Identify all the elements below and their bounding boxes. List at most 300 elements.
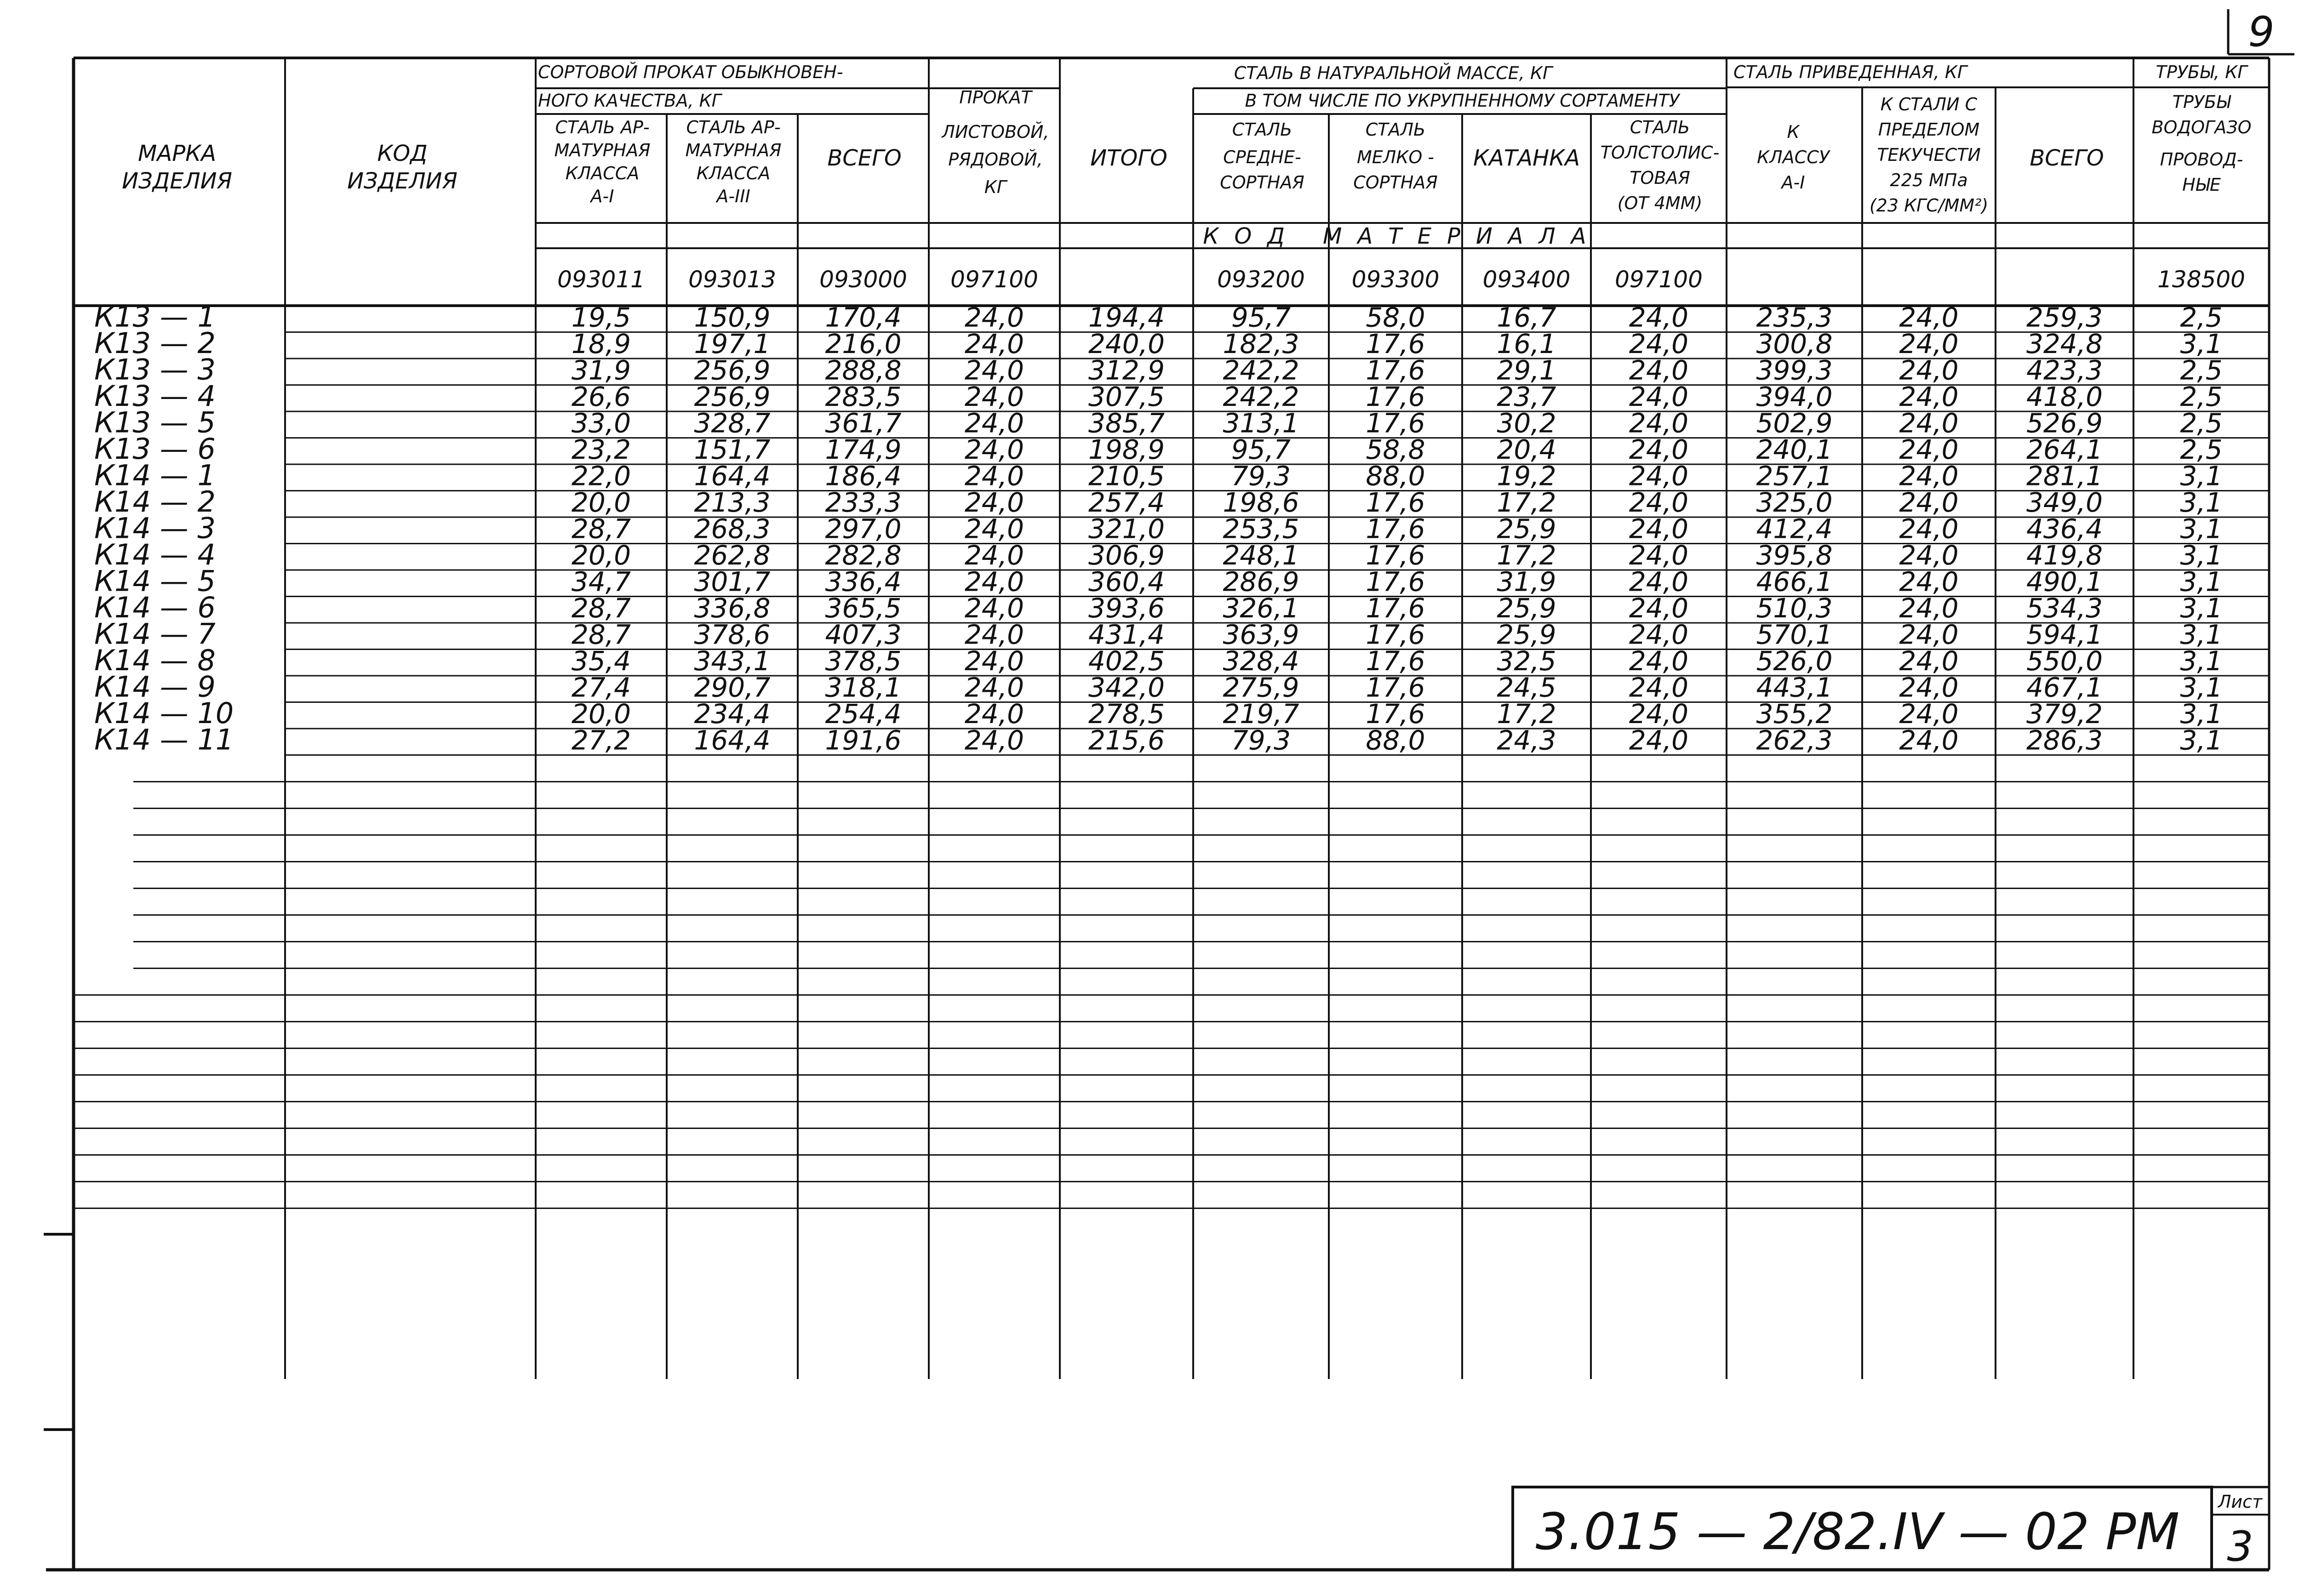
header-natural: СТАЛЬ В НАТУРАЛЬНОЙ МАССЕ, КГ [1234, 63, 1553, 83]
table-cell: 3,1 [2180, 540, 2223, 571]
table-cell: 24,0 [1899, 672, 1959, 703]
table-cell: 164,4 [694, 460, 771, 492]
table-cell: 3,1 [2180, 593, 2223, 624]
table-cell: 58,0 [1366, 302, 1425, 333]
header-including: В ТОМ ЧИСЛЕ ПО УКРУПНЕННОМУ СОРТАМЕНТУ [1245, 91, 1680, 111]
table-cell: 262,3 [1756, 724, 1833, 756]
table-cell: 24,0 [1899, 566, 1959, 598]
table-cell: 164,4 [694, 724, 771, 756]
table-cell: 24,0 [964, 593, 1024, 624]
table-cell: 3,1 [2180, 724, 2223, 756]
table-cell: 2,5 [2180, 407, 2223, 439]
title-block [1513, 1487, 2269, 1571]
table-cell: 198,9 [1088, 434, 1165, 465]
table-cell: 170,4 [825, 302, 902, 333]
table-cell: 17,6 [1366, 407, 1425, 439]
header-medium-line3: СОРТНАЯ [1220, 172, 1304, 193]
table-cell: 17,6 [1366, 354, 1425, 386]
table-cell: 253,5 [1223, 513, 1299, 545]
table-cell: 24,0 [964, 328, 1024, 359]
table-cell: 25,9 [1497, 513, 1556, 545]
table-cell: 2,5 [2180, 381, 2223, 412]
table-cell: 24,0 [964, 487, 1024, 518]
header-small-line3: СОРТНАЯ [1353, 172, 1438, 193]
table-cell: 25,9 [1497, 619, 1556, 650]
table-cell: 286,3 [2026, 724, 2103, 756]
table-cell: 423,3 [2026, 354, 2103, 386]
table-cell: 28,7 [571, 513, 631, 545]
header-a3-line4: А-III [716, 186, 750, 206]
table-cell: 234,4 [694, 698, 771, 730]
table-cell: 3,1 [2180, 513, 2223, 545]
table-cell: 240,0 [1088, 328, 1165, 359]
table-cell: 17,2 [1497, 698, 1556, 730]
table-cell: 215,6 [1088, 724, 1165, 756]
table-cell: 412,4 [1756, 513, 1833, 545]
table-cell: 419,8 [2026, 540, 2103, 571]
table-cell: 24,0 [1629, 407, 1689, 439]
sheet-label: Лист [2218, 1492, 2263, 1512]
header-thick-line4: (ОТ 4ММ) [1617, 193, 1703, 213]
header-medium-line1: СТАЛЬ [1232, 120, 1292, 140]
table-cell: 17,6 [1366, 593, 1425, 624]
table-cell: 24,0 [1629, 645, 1689, 677]
table-cell: 256,9 [694, 381, 771, 412]
table-cell: 385,7 [1088, 407, 1165, 439]
product-mark: К14 — 7 [94, 617, 216, 651]
table-cell: 17,2 [1497, 540, 1556, 571]
table-cell: 570,1 [1756, 619, 1833, 650]
table-cell: 363,9 [1223, 619, 1299, 650]
table-row [94, 723, 2223, 757]
header-a3-line2: МАТУРНАЯ [685, 140, 782, 160]
product-mark: К13 — 6 [94, 432, 216, 466]
table-cell: 24,0 [1899, 354, 1959, 386]
table-cell: 343,1 [694, 645, 771, 677]
table-cell: 24,0 [1629, 724, 1689, 756]
product-mark: К13 — 4 [94, 379, 216, 413]
table-cell: 24,0 [964, 381, 1024, 412]
table-cell: 24,5 [1497, 672, 1556, 703]
table-cell: 24,0 [1899, 302, 1959, 333]
header-yield-line3: ТЕКУЧЕСТИ [1877, 145, 1981, 165]
table-cell: 150,9 [694, 302, 771, 333]
table-cell: 443,1 [1756, 672, 1833, 703]
table-cell: 20,0 [571, 698, 631, 730]
header-yield-line4: 225 МПа [1890, 170, 1968, 190]
table-cell: 24,0 [1899, 724, 1959, 756]
table-cell: 307,5 [1088, 381, 1165, 412]
header-thick-line2: ТОЛСТОЛИС- [1600, 142, 1720, 163]
table-cell: 288,8 [825, 354, 902, 386]
table-body [94, 300, 2223, 757]
table-cell: 325,0 [1756, 487, 1833, 518]
table-cell: 17,6 [1366, 540, 1425, 571]
table-cell: 259,3 [2026, 302, 2103, 333]
table-cell: 278,5 [1088, 698, 1165, 730]
table-cell: 216,0 [825, 328, 902, 359]
table-cell: 79,3 [1231, 460, 1291, 492]
table-cell: 197,1 [694, 328, 771, 359]
header-a1-line2: МАТУРНАЯ [554, 140, 651, 160]
table-cell: 28,7 [571, 619, 631, 650]
table-cell: 24,0 [1629, 672, 1689, 703]
header-sort-total: ВСЕГО [827, 145, 902, 171]
table-cell: 24,0 [1899, 698, 1959, 730]
table-cell: 312,9 [1088, 354, 1165, 386]
table-cell: 2,5 [2180, 354, 2223, 386]
table-cell: 26,6 [571, 381, 631, 412]
table-cell: 219,7 [1223, 698, 1299, 730]
table-cell: 24,0 [1899, 460, 1959, 492]
table-cell: 283,5 [825, 381, 902, 412]
header-a1-line3: КЛАССА [565, 163, 640, 183]
table-cell: 24,0 [964, 698, 1024, 730]
table-cell: 235,3 [1756, 302, 1833, 333]
material-code: 093400 [1482, 266, 1571, 293]
table-cell: 23,2 [571, 434, 631, 465]
table-cell: 24,0 [1629, 487, 1689, 518]
table-cell: 355,2 [1756, 698, 1833, 730]
frame [44, 58, 2269, 1570]
table-cell: 336,8 [694, 593, 771, 624]
table-cell: 24,0 [964, 434, 1024, 465]
product-mark: К14 — 4 [94, 538, 216, 571]
table-cell: 262,8 [694, 540, 771, 571]
table-cell: 510,3 [1756, 593, 1833, 624]
table-cell: 213,3 [694, 487, 771, 518]
table-cell: 24,0 [1629, 354, 1689, 386]
table-cell: 349,0 [2026, 487, 2103, 518]
table-cell: 30,2 [1497, 407, 1556, 439]
table-cell: 282,8 [825, 540, 902, 571]
header-thick-line3: ТОВАЯ [1630, 168, 1690, 188]
table-cell: 24,0 [964, 566, 1024, 598]
table-cell: 20,0 [571, 540, 631, 571]
table-cell: 393,6 [1088, 593, 1165, 624]
table-cell: 17,6 [1366, 619, 1425, 650]
table-cell: 24,0 [1899, 513, 1959, 545]
header-natural-total: ИТОГО [1090, 145, 1167, 171]
header-reduced: СТАЛЬ ПРИВЕДЕННАЯ, КГ [1733, 62, 1967, 82]
table-cell: 418,0 [2026, 381, 2103, 412]
table-cell: 240,1 [1756, 434, 1833, 465]
table-cell: 526,9 [2026, 407, 2103, 439]
table-cell: 313,1 [1223, 407, 1299, 439]
table-cell: 24,3 [1497, 724, 1556, 756]
table-cell: 24,0 [1629, 566, 1689, 598]
table-cell: 210,5 [1088, 460, 1165, 492]
table-cell: 24,0 [964, 724, 1024, 756]
product-mark: К14 — 1 [94, 458, 216, 492]
table-cell: 321,0 [1088, 513, 1165, 545]
table-cell: 254,4 [825, 698, 902, 730]
product-mark: К14 — 2 [94, 485, 216, 519]
table-cell: 402,5 [1088, 645, 1165, 677]
table-cell: 24,0 [1899, 540, 1959, 571]
table-cell: 378,5 [825, 645, 902, 677]
header-a3-line1: СТАЛЬ АР- [686, 117, 781, 137]
table-cell: 191,6 [825, 724, 902, 756]
table-cell: 490,1 [2026, 566, 2103, 598]
table-cell: 275,9 [1223, 672, 1299, 703]
table-cell: 24,0 [1899, 407, 1959, 439]
table-cell: 29,1 [1497, 354, 1556, 386]
table-cell: 336,4 [825, 566, 902, 598]
table-cell: 174,9 [825, 434, 902, 465]
table-cell: 431,4 [1088, 619, 1165, 650]
table-cell: 19,2 [1497, 460, 1556, 492]
table-cell: 95,7 [1231, 302, 1291, 333]
table-cell: 395,8 [1756, 540, 1833, 571]
header-sheet-line4: КГ [984, 177, 1007, 197]
material-code: 097100 [1615, 266, 1703, 293]
header-pipes-line4: НЫЕ [2182, 175, 2221, 195]
table-cell: 3,1 [2180, 487, 2223, 518]
table-cell: 3,1 [2180, 460, 2223, 492]
header-a1-line4: А-I [590, 186, 614, 206]
table-cell: 16,1 [1497, 328, 1556, 359]
material-code: 138500 [2157, 266, 2245, 293]
product-mark: К13 — 5 [94, 405, 216, 439]
header-a3-line3: КЛАССА [696, 163, 771, 183]
table-cell: 301,7 [694, 566, 771, 598]
table-cell: 534,3 [2026, 593, 2103, 624]
header-class-line2: КЛАССУ [1757, 147, 1830, 167]
table-cell: 17,6 [1366, 381, 1425, 412]
material-code: 097100 [950, 266, 1038, 293]
table-cell: 27,2 [571, 724, 631, 756]
table-cell: 24,0 [1899, 645, 1959, 677]
table-cell: 286,9 [1223, 566, 1299, 598]
table-cell: 3,1 [2180, 328, 2223, 359]
table-cell: 2,5 [2180, 302, 2223, 333]
product-mark: К14 — 8 [94, 644, 216, 677]
table-cell: 17,2 [1497, 487, 1556, 518]
table-cell: 151,7 [694, 434, 771, 465]
table-cell: 2,5 [2180, 434, 2223, 465]
table-cell: 22,0 [571, 460, 631, 492]
table-cell: 248,1 [1223, 540, 1299, 571]
table-cell: 324,8 [2026, 328, 2103, 359]
table-cell: 17,6 [1366, 645, 1425, 677]
product-mark: К14 — 6 [94, 591, 216, 624]
table-cell: 198,6 [1223, 487, 1299, 518]
table-cell: 182,3 [1223, 328, 1299, 359]
table-cell: 550,0 [2026, 645, 2103, 677]
table-cell: 88,0 [1366, 460, 1425, 492]
table-cell: 297,0 [825, 513, 902, 545]
sheet-number: 3 [2227, 1522, 2253, 1571]
table-cell: 33,0 [571, 407, 631, 439]
header-small-line1: СТАЛЬ [1365, 120, 1426, 140]
material-code: 093200 [1217, 266, 1305, 293]
page-number: 9 [2248, 8, 2275, 56]
table-cell: 186,4 [825, 460, 902, 492]
table-cell: 365,5 [825, 593, 902, 624]
table-cell: 467,1 [2026, 672, 2103, 703]
header-sort-line2: НОГО КАЧЕСТВА, КГ [538, 91, 721, 111]
document-designation: 3.015 — 2/82.IV — 02 РМ [1535, 1502, 2180, 1561]
header-code-line2: ИЗДЕЛИЯ [347, 168, 458, 194]
table-cell: 24,0 [964, 513, 1024, 545]
header-sheet-line1: ПРОКАТ [959, 87, 1032, 108]
table-cell: 466,1 [1756, 566, 1833, 598]
header-sort-line1: СОРТОВОЙ ПРОКАТ ОБЫКНОВЕН- [538, 62, 843, 82]
table-cell: 24,0 [1629, 593, 1689, 624]
material-code: 093000 [819, 266, 907, 293]
product-mark: К14 — 3 [94, 511, 216, 545]
table-cell: 88,0 [1366, 724, 1425, 756]
table-cell: 242,2 [1223, 354, 1299, 386]
table-cell: 17,6 [1366, 328, 1425, 359]
table-cell: 24,0 [1629, 434, 1689, 465]
material-code: 093013 [688, 266, 776, 293]
table-cell: 31,9 [571, 354, 631, 386]
table-cell: 24,0 [964, 407, 1024, 439]
table-cell: 3,1 [2180, 645, 2223, 677]
table-cell: 24,0 [1629, 460, 1689, 492]
material-code: 093011 [557, 266, 645, 293]
table-cell: 25,9 [1497, 593, 1556, 624]
table-cell: 3,1 [2180, 698, 2223, 730]
table-cell: 24,0 [964, 540, 1024, 571]
table-cell: 318,1 [825, 672, 902, 703]
material-code: 093300 [1351, 266, 1440, 293]
table-cell: 28,7 [571, 593, 631, 624]
table-cell: 17,6 [1366, 566, 1425, 598]
header-reduced-total: ВСЕГО [2030, 145, 2104, 171]
table-cell: 20,4 [1497, 434, 1556, 465]
table-cell: 17,6 [1366, 672, 1425, 703]
header-mark-line2: ИЗДЕЛИЯ [122, 168, 232, 194]
table-cell: 407,3 [825, 619, 902, 650]
table-cell: 24,0 [1899, 328, 1959, 359]
table-cell: 436,4 [2026, 513, 2103, 545]
table-cell: 3,1 [2180, 672, 2223, 703]
table-cell: 399,3 [1756, 354, 1833, 386]
product-mark: К14 — 10 [94, 696, 234, 730]
table-cell: 58,8 [1366, 434, 1425, 465]
table-cell: 24,0 [1629, 619, 1689, 650]
column-lines [285, 58, 2133, 1379]
header-sheet-line2: ЛИСТОВОЙ, [942, 122, 1049, 142]
table-cell: 378,6 [694, 619, 771, 650]
table-cell: 24,0 [1629, 540, 1689, 571]
table-cell: 24,0 [1899, 593, 1959, 624]
table-cell: 24,0 [1629, 381, 1689, 412]
table-cell: 360,4 [1088, 566, 1165, 598]
table-cell: 17,6 [1366, 513, 1425, 545]
table-cell: 257,4 [1088, 487, 1165, 518]
table-cell: 19,5 [571, 302, 631, 333]
table-cell: 16,7 [1497, 302, 1556, 333]
table-cell: 32,5 [1497, 645, 1556, 677]
table-cell: 3,1 [2180, 619, 2223, 650]
product-mark: К14 — 5 [94, 564, 216, 598]
table-cell: 3,1 [2180, 566, 2223, 598]
table-cell: 24,0 [1899, 381, 1959, 412]
table-cell: 502,9 [1756, 407, 1833, 439]
table-cell: 24,0 [1629, 328, 1689, 359]
table-cell: 24,0 [1629, 513, 1689, 545]
product-mark: К13 — 2 [94, 326, 216, 360]
table-cell: 328,7 [694, 407, 771, 439]
table-cell: 24,0 [964, 672, 1024, 703]
header-small-line2: МЕЛКО - [1356, 147, 1435, 167]
table-cell: 264,1 [2026, 434, 2103, 465]
table-cell: 257,1 [1756, 460, 1833, 492]
table-cell: 24,0 [1899, 619, 1959, 650]
material-code-label: КОД МАТЕРИАЛА [1203, 223, 1602, 249]
header-pipes: ТРУБЫ, КГ [2156, 62, 2248, 82]
table-cell: 18,9 [571, 328, 631, 359]
product-mark: К14 — 11 [94, 723, 234, 757]
table-cell: 290,7 [694, 672, 771, 703]
table-cell: 379,2 [2026, 698, 2103, 730]
table-cell: 34,7 [571, 566, 631, 598]
table-cell: 95,7 [1231, 434, 1291, 465]
product-mark: К13 — 1 [94, 300, 216, 334]
table-cell: 361,7 [825, 407, 902, 439]
table-cell: 268,3 [694, 513, 771, 545]
table-cell: 24,0 [964, 460, 1024, 492]
table-cell: 24,0 [1899, 487, 1959, 518]
header-medium-line2: СРЕДНЕ- [1223, 147, 1301, 167]
header-yield-line1: К СТАЛИ С [1880, 94, 1978, 114]
table-cell: 394,0 [1756, 381, 1833, 412]
table-cell: 342,0 [1088, 672, 1165, 703]
header-code-line1: КОД [377, 141, 428, 166]
table-cell: 24,0 [1629, 698, 1689, 730]
table-cell: 594,1 [2026, 619, 2103, 650]
table-cell: 24,0 [964, 354, 1024, 386]
table-cell: 20,0 [571, 487, 631, 518]
table-cell: 31,9 [1497, 566, 1556, 598]
table-cell: 526,0 [1756, 645, 1833, 677]
table-cell: 242,2 [1223, 381, 1299, 412]
material-codes-row [557, 266, 2245, 293]
header-pipes-line3: ПРОВОД- [2160, 149, 2243, 170]
product-mark: К14 — 9 [94, 670, 216, 704]
header-wire: КАТАНКА [1473, 145, 1580, 171]
table-cell: 194,4 [1088, 302, 1165, 333]
header-pipes-line1: ТРУБЫ [2172, 92, 2231, 112]
table-cell: 24,0 [1629, 302, 1689, 333]
header-a1-line1: СТАЛЬ АР- [555, 117, 650, 137]
header-sheet-line3: РЯДОВОЙ, [948, 149, 1043, 170]
header-class-line1: К [1787, 122, 1800, 142]
table-cell: 24,0 [964, 302, 1024, 333]
table-cell: 23,7 [1497, 381, 1556, 412]
table-cell: 24,0 [964, 645, 1024, 677]
table-cell: 79,3 [1231, 724, 1291, 756]
header-pipes-line2: ВОДОГАЗО [2151, 117, 2252, 137]
table-header [122, 62, 2251, 249]
table-cell: 17,6 [1366, 487, 1425, 518]
product-mark: К13 — 3 [94, 353, 216, 387]
header-class-line3: А-I [1781, 172, 1805, 193]
table-cell: 256,9 [694, 354, 771, 386]
header-yield-line5: (23 КГС/ММ²) [1869, 195, 1989, 216]
table-cell: 27,4 [571, 672, 631, 703]
header-mark-line1: МАРКА [137, 141, 217, 166]
table-cell: 326,1 [1223, 593, 1299, 624]
table-cell: 281,1 [2026, 460, 2103, 492]
table-cell: 233,3 [825, 487, 902, 518]
table-cell: 35,4 [571, 645, 631, 677]
table-cell: 24,0 [964, 619, 1024, 650]
